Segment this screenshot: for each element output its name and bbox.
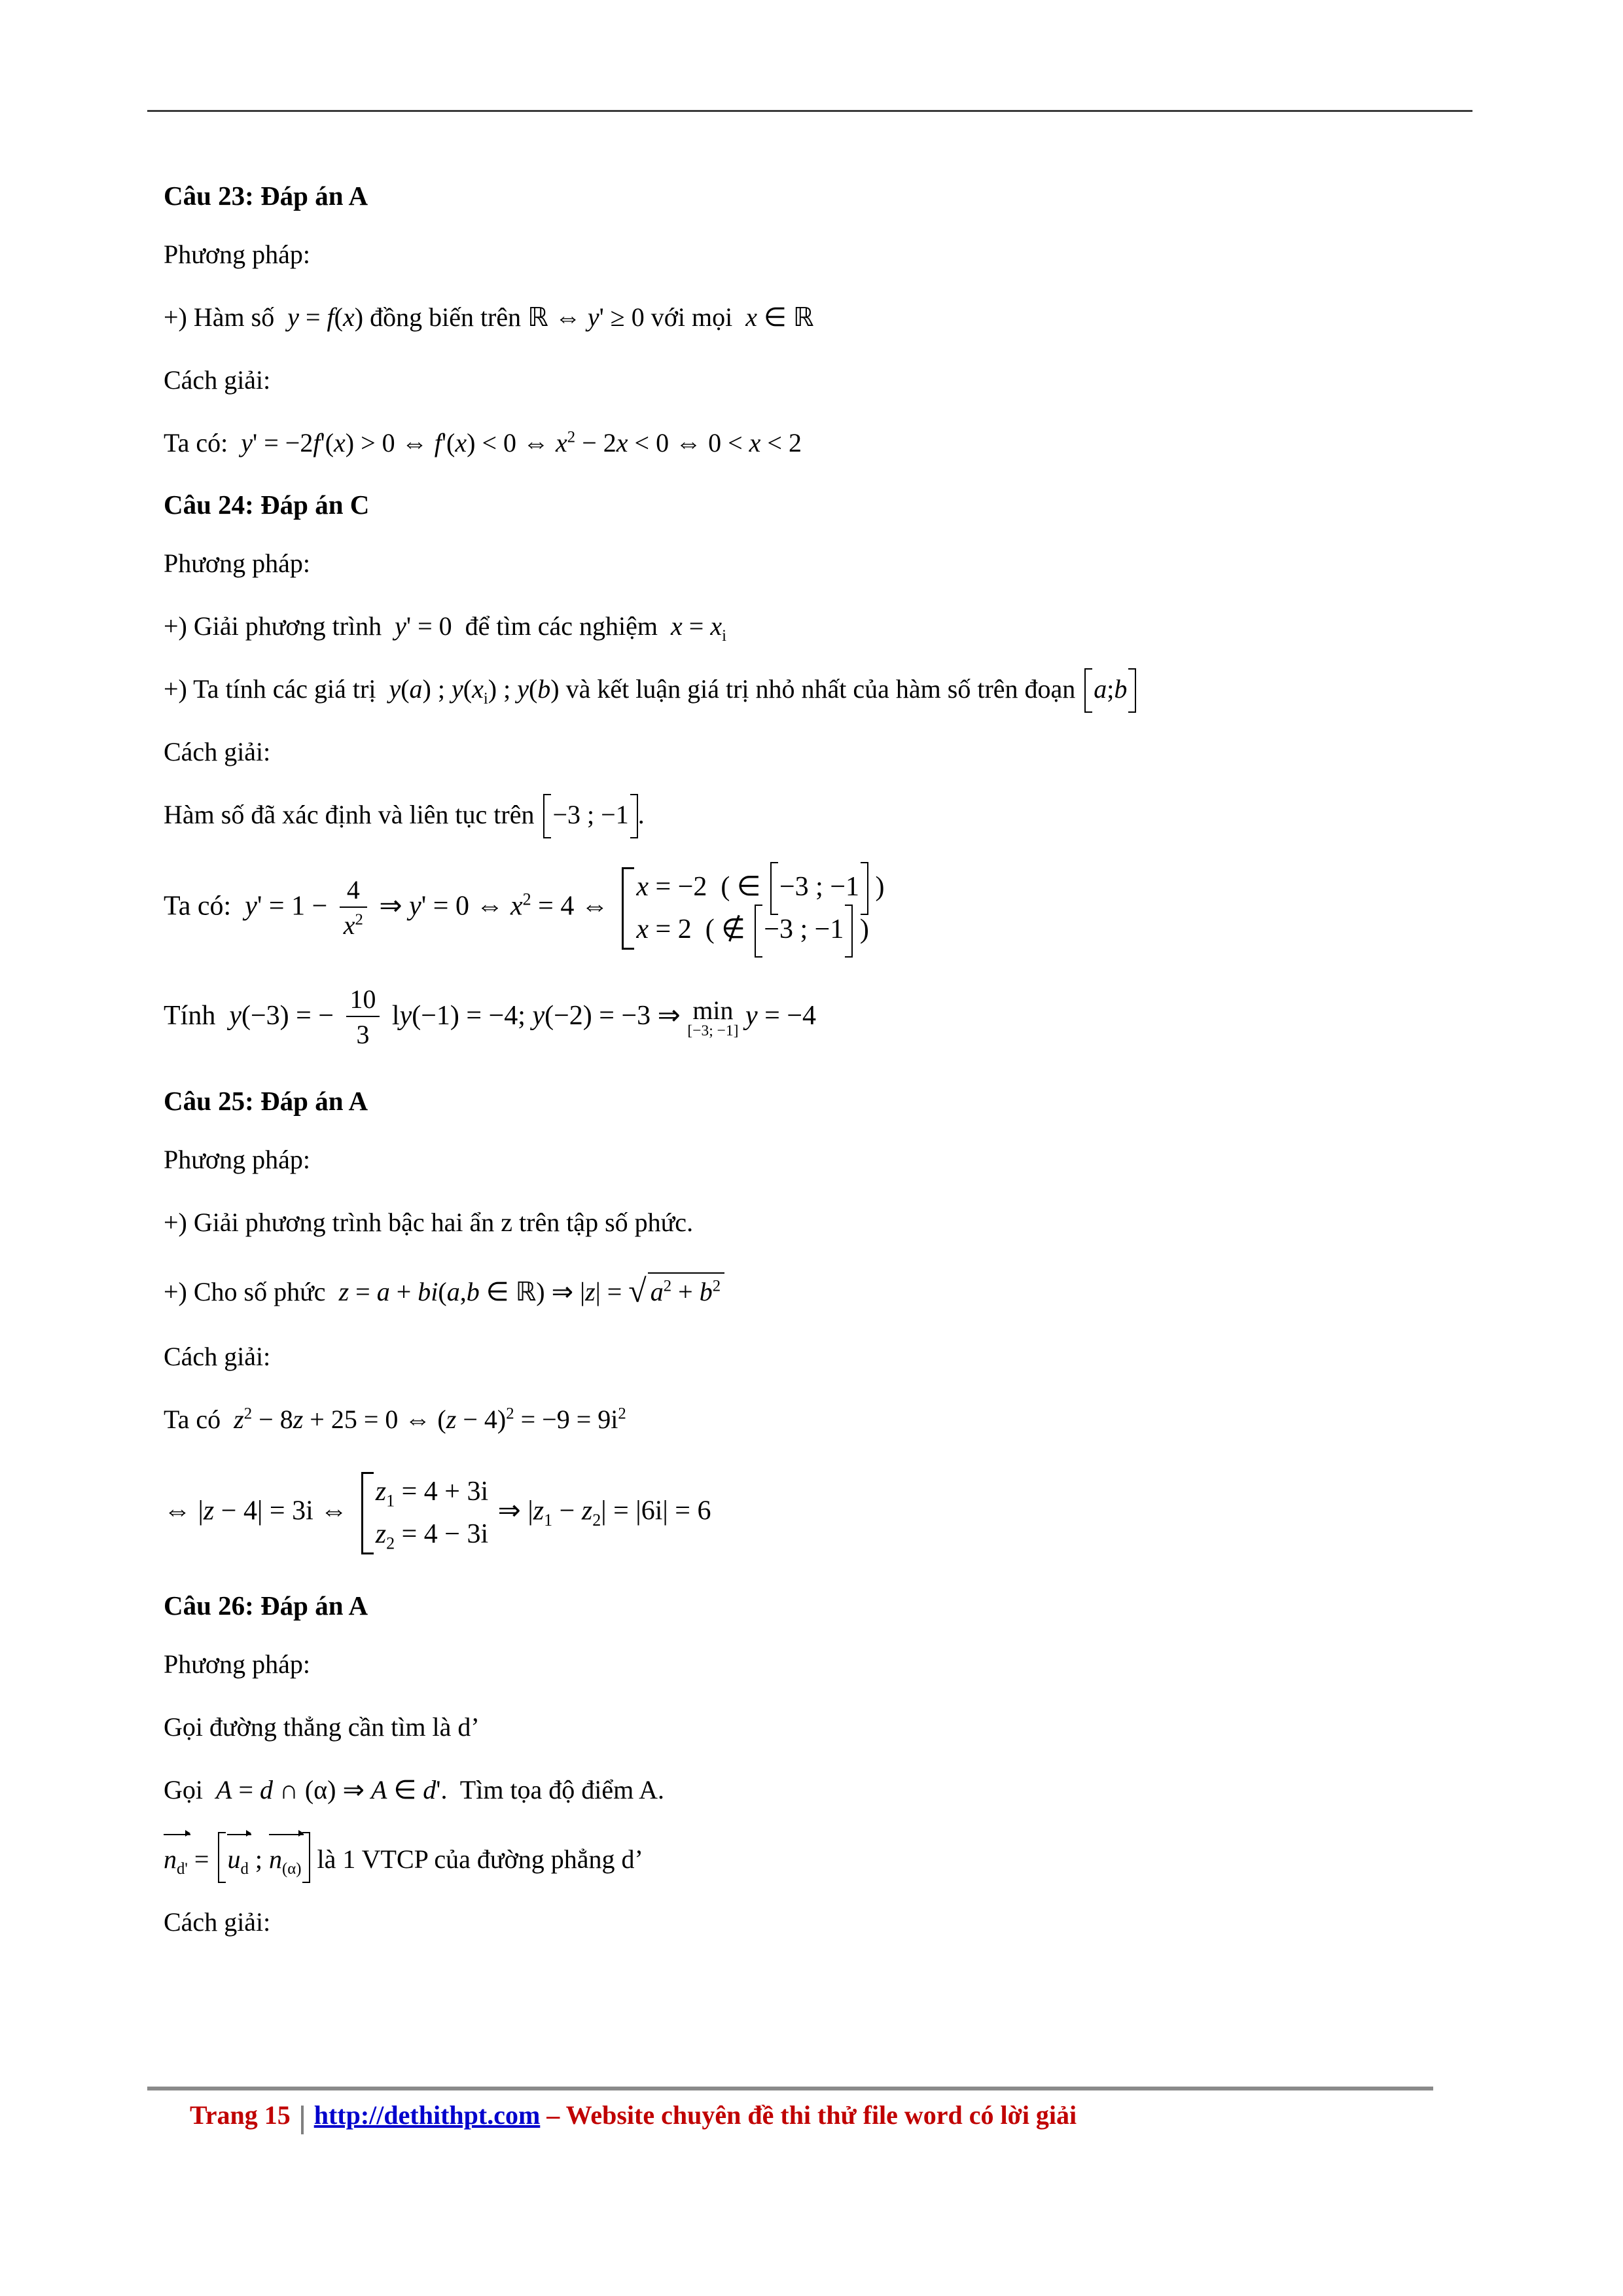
method-line-24-1: +) Giải phương trình y' = 0 để tìm các nghiệm $x = x_i$	[164, 611, 726, 645]
solution-label-25: Cách giải:	[164, 1342, 271, 1372]
method-line-25-2: +) Cho số phức z = a + bi(a,b ∈ ℝ) ⇒ |z| = √ $a^2 + b^2$	[164, 1268, 1466, 1311]
footer-divider	[147, 2087, 1433, 2090]
method-line-26-3: $n_{d'} = u_d$ ; $n_{(\alpha)}$ là 1 VTCP của đường phẳng d’	[164, 1836, 1466, 1876]
solution-label-26: Cách giải:	[164, 1907, 271, 1937]
page-number: Trang 15	[190, 2100, 291, 2130]
method-line-25-1: +) Giải phương trình bậc hai ẩn z trên tập số phức.	[164, 1208, 694, 1238]
solution-line-23: Ta có: y' = −2f'(x) > 0 ⇔ f'(x) < 0 ⇔ $x^2 - 2x < 0$ ⇔ 0 < x < 2	[164, 428, 802, 457]
question-heading-23: Câu 23: Đáp án A	[164, 181, 368, 211]
method-label-26: Phương pháp:	[164, 1649, 310, 1679]
method-label-24: Phương pháp:	[164, 548, 310, 578]
solution-line-24-3: Tính y(−3) = − $\frac{10}{3}$ ly(−1) = −4; y(−2) = −3 ⇒ min [−3; −1] y = −4	[164, 984, 817, 1050]
solution-label-24: Cách giải:	[164, 737, 271, 766]
solution-line-25-2: ⇔ |z − 4| = 3i ⇔ $z_1 = 4 + 3i$ $z_2 = 4 - 3i$ ⇒ $|z_1 - z_2| = |6i| = 6$	[164, 1471, 1466, 1556]
method-label-25: Phương pháp:	[164, 1145, 310, 1175]
solution-line-25-1: Ta có $z^2 - 8z + 25 = 0$ ⇔ $(z - 4)^2 = -9 = 9i^2$	[164, 1405, 626, 1435]
method-label-23: Phương pháp:	[164, 240, 310, 269]
solution-label-23: Cách giải:	[164, 365, 271, 395]
method-line-26-1: Gọi đường thẳng cần tìm là d’	[164, 1712, 480, 1742]
solution-line-24-2: Ta có: y' = 1 − $\frac{4}{x^2}$ ⇒ y' = 0 ⇔ $x^2 = 4$ ⇔ x = −2 ( ∈ −3 ; −1 ) x = 2 ( ∉ −3 ; −1 )	[164, 866, 1466, 951]
footer-separator	[301, 2106, 304, 2134]
method-line-26-2: Gọi A = d ∩ (α) ⇒ A ∈ d'. Tìm tọa độ điểm A.	[164, 1775, 664, 1805]
page-content	[164, 180, 1466, 1968]
method-line-24-2: +) Ta tính các giá trị y(a) ; $y(x_i)$ ; y(b) và kết luận giá trị nhỏ nhất của hàm số trên đoạn a;b	[164, 672, 1466, 706]
footer-website-link[interactable]: http://dethithpt.com	[313, 2100, 541, 2130]
question-heading-24: Câu 24: Đáp án C	[164, 490, 370, 520]
page-footer	[190, 2100, 1077, 2130]
footer-tagline: – Website chuyên đề thi thử file word có lời giải	[546, 2100, 1077, 2130]
question-heading-25: Câu 25: Đáp án A	[164, 1086, 368, 1117]
method-line-23: +) Hàm số y = f(x) đồng biến trên ℝ ⇔ y' ≥ 0 với mọi x ∈ ℝ	[164, 302, 814, 332]
header-divider	[147, 110, 1472, 112]
solution-line-24-1: Hàm số đã xác định và liên tục trên −3 ; −1 .	[164, 798, 1466, 832]
question-heading-26: Câu 26: Đáp án A	[164, 1590, 368, 1621]
